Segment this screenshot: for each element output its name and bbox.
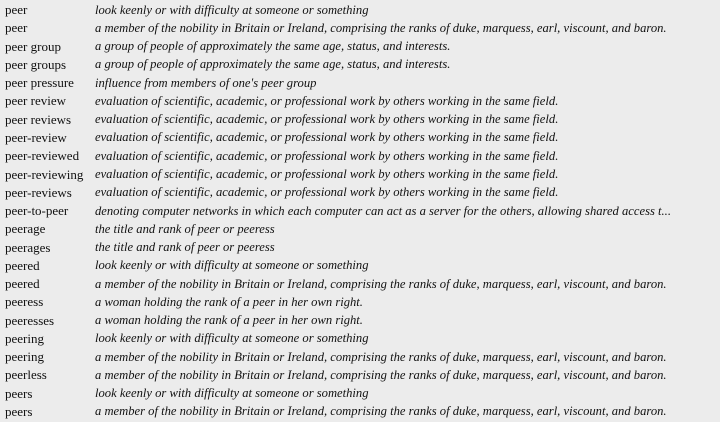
- result-definition: a group of people of approximately the same age, status, and interests.: [95, 39, 451, 54]
- result-word: peer-reviewed: [5, 148, 80, 164]
- result-definition: a member of the nobility in Britain or Ireland, comprising the ranks of duke, marquess, earl, viscount, and baron.: [95, 20, 667, 35]
- result-row[interactable]: [0, 403, 720, 421]
- result-row[interactable]: [0, 147, 720, 165]
- result-word: peerless: [5, 367, 47, 383]
- result-definition: evaluation of scientific, academic, or professional work by others working in the same field.: [95, 93, 559, 108]
- result-row[interactable]: [0, 366, 720, 384]
- result-definition: evaluation of scientific, academic, or professional work by others working in the same field.: [95, 112, 559, 127]
- result-definition: the title and rank of peer or peeress: [95, 240, 275, 255]
- result-definition: look keenly or with difficulty at someone or something: [95, 258, 369, 273]
- result-definition: evaluation of scientific, academic, or professional work by others working in the same field.: [95, 130, 559, 145]
- result-word: peered: [5, 257, 40, 273]
- result-definition: evaluation of scientific, academic, or professional work by others working in the same field.: [95, 167, 559, 182]
- result-row[interactable]: [0, 330, 720, 348]
- result-row[interactable]: [0, 202, 720, 220]
- result-definition: look keenly or with difficulty at someone or something: [95, 2, 369, 17]
- result-definition: influence from members of one's peer group: [95, 75, 317, 90]
- result-word: peer group: [5, 38, 61, 54]
- result-word: peeress: [5, 294, 44, 310]
- result-row[interactable]: [0, 38, 720, 56]
- result-row[interactable]: [0, 238, 720, 256]
- result-word: peerages: [5, 239, 51, 255]
- result-row[interactable]: [0, 92, 720, 110]
- result-definition: evaluation of scientific, academic, or professional work by others working in the same field.: [95, 185, 559, 200]
- result-word: peer-reviews: [5, 184, 72, 200]
- result-row[interactable]: [0, 312, 720, 330]
- result-row[interactable]: [0, 56, 720, 74]
- result-definition: a member of the nobility in Britain or Ireland, comprising the ranks of duke, marquess, earl, viscount, and baron.: [95, 404, 667, 419]
- result-word: peers: [5, 403, 33, 419]
- result-row[interactable]: [0, 385, 720, 403]
- result-word: peering: [5, 349, 44, 365]
- result-definition: the title and rank of peer or peeress: [95, 221, 275, 236]
- result-word: peered: [5, 276, 40, 292]
- result-word: peers: [5, 385, 33, 401]
- result-row[interactable]: [0, 1, 720, 19]
- result-word: peer: [5, 20, 28, 36]
- result-word: peer: [5, 2, 28, 18]
- result-row[interactable]: [0, 293, 720, 311]
- result-word: peer review: [5, 93, 66, 109]
- result-definition: a woman holding the rank of a peer in her own right.: [95, 294, 363, 309]
- result-row[interactable]: [0, 19, 720, 37]
- result-word: peering: [5, 330, 44, 346]
- result-definition: a member of the nobility in Britain or Ireland, comprising the ranks of duke, marquess, earl, viscount, and baron.: [95, 367, 667, 382]
- result-row[interactable]: [0, 275, 720, 293]
- result-definition: a group of people of approximately the same age, status, and interests.: [95, 57, 451, 72]
- result-word: peer reviews: [5, 111, 72, 127]
- result-row[interactable]: [0, 348, 720, 366]
- result-word: peer-reviewing: [5, 166, 84, 182]
- result-row[interactable]: [0, 111, 720, 129]
- result-definition: a woman holding the rank of a peer in her own right.: [95, 313, 363, 328]
- result-row[interactable]: [0, 129, 720, 147]
- result-word: peer pressure: [5, 75, 74, 91]
- result-row[interactable]: [0, 165, 720, 183]
- result-word: peeresses: [5, 312, 55, 328]
- result-definition: look keenly or with difficulty at someone or something: [95, 331, 369, 346]
- result-definition: evaluation of scientific, academic, or professional work by others working in the same field.: [95, 148, 559, 163]
- result-row[interactable]: [0, 257, 720, 275]
- result-definition: denoting computer networks in which each computer can act as a server for the others, allowing shared access t...: [95, 203, 671, 218]
- result-word: peer-review: [5, 129, 67, 145]
- result-definition: a member of the nobility in Britain or Ireland, comprising the ranks of duke, marquess, earl, viscount, and baron.: [95, 349, 667, 364]
- result-word: peerage: [5, 221, 46, 237]
- result-row[interactable]: [0, 74, 720, 92]
- result-row[interactable]: [0, 184, 720, 202]
- result-word: peer-to-peer: [5, 203, 69, 219]
- result-word: peer groups: [5, 56, 67, 72]
- result-definition: a member of the nobility in Britain or Ireland, comprising the ranks of duke, marquess, earl, viscount, and baron.: [95, 276, 667, 291]
- result-definition: look keenly or with difficulty at someone or something: [95, 386, 369, 401]
- result-row[interactable]: [0, 220, 720, 238]
